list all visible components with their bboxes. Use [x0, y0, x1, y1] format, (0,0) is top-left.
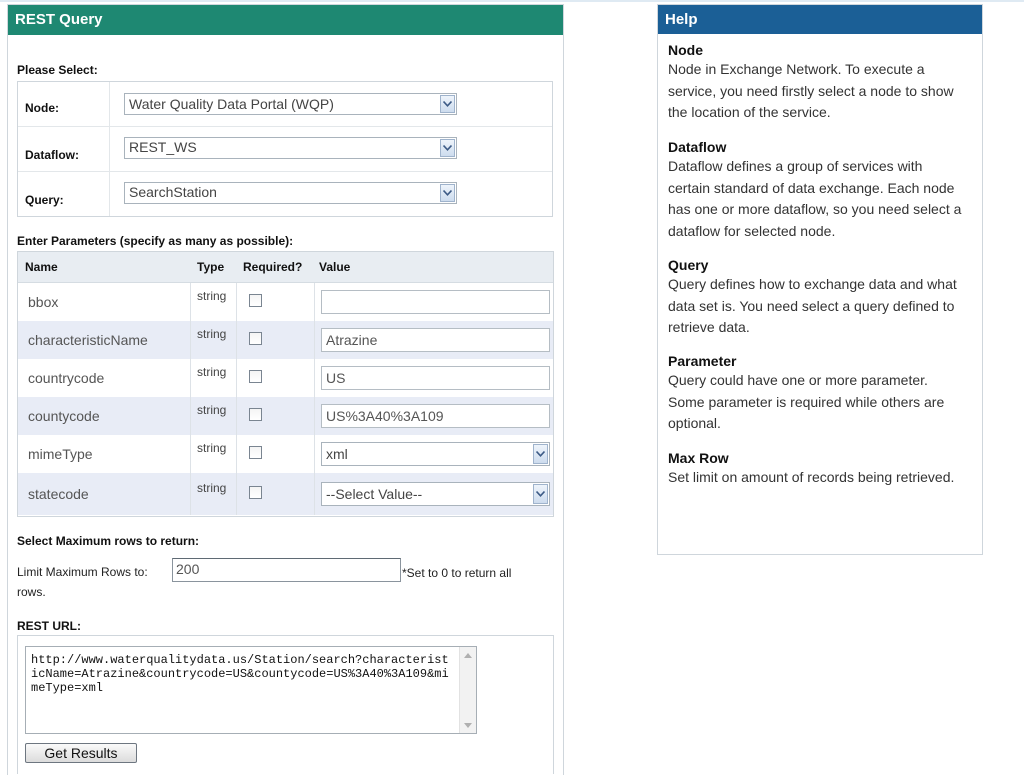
param-name: mimeType	[28, 446, 93, 462]
mimetype-select-value: xml	[326, 446, 348, 462]
param-value-input[interactable]: Atrazine	[321, 328, 550, 352]
help-section-body: Dataflow defines a group of services with certain standard of data exchange. Each node has one or more dataflow, so you need select a dataflow for selected node.	[668, 158, 962, 239]
top-border	[0, 0, 1024, 2]
chevron-down-icon[interactable]	[533, 444, 548, 464]
required-checkbox[interactable]	[249, 446, 262, 459]
table-row	[18, 473, 553, 515]
required-checkbox[interactable]	[249, 408, 262, 421]
dataflow-row	[18, 127, 552, 172]
header-name: Name	[25, 260, 58, 274]
dataflow-label: Dataflow:	[25, 148, 79, 162]
max-rows-input[interactable]: 200	[172, 558, 401, 582]
parameters-header	[18, 252, 553, 283]
help-title: Help	[658, 5, 982, 34]
param-name: bbox	[28, 294, 59, 310]
param-type: string	[197, 365, 227, 379]
required-checkbox[interactable]	[249, 370, 262, 383]
required-checkbox[interactable]	[249, 294, 262, 307]
required-checkbox[interactable]	[249, 486, 262, 499]
param-name: countrycode	[28, 370, 105, 386]
query-row	[18, 172, 552, 216]
rest-query-title: REST Query	[8, 5, 563, 35]
limit-note: *Set to 0 to return all	[402, 566, 512, 580]
param-type: string	[197, 403, 227, 417]
header-type: Type	[197, 260, 225, 274]
please-select-label: Please Select:	[17, 63, 98, 77]
help-section-parameter	[668, 352, 968, 435]
statecode-select[interactable]	[321, 482, 550, 506]
limit-note-continued: rows.	[17, 585, 46, 599]
help-section-query	[668, 256, 968, 339]
help-section-node	[668, 41, 968, 124]
chevron-down-icon[interactable]	[440, 184, 455, 202]
mimetype-select[interactable]	[321, 442, 550, 466]
parameters-table	[17, 251, 554, 517]
rest-query-panel	[7, 4, 564, 775]
dataflow-select-value: REST_WS	[129, 139, 197, 155]
help-section-title: Parameter	[668, 353, 737, 369]
help-section-title: Query	[668, 257, 709, 273]
get-results-button[interactable]: Get Results	[25, 743, 137, 763]
param-name: statecode	[28, 486, 89, 502]
required-checkbox[interactable]	[249, 332, 262, 345]
statecode-select-value: --Select Value--	[326, 486, 423, 502]
chevron-down-icon[interactable]	[440, 95, 455, 113]
help-section-title: Max Row	[668, 450, 729, 466]
param-type: string	[197, 289, 227, 303]
rest-url-textarea[interactable]	[25, 646, 477, 734]
dataflow-select[interactable]	[124, 137, 457, 159]
table-row	[18, 283, 553, 321]
help-section-dataflow	[668, 138, 968, 242]
help-section-body: Node in Exchange Network. To execute a service, you need firstly select a node to show the location of the service.	[668, 61, 954, 121]
scroll-up-icon[interactable]	[460, 647, 476, 663]
max-rows-label: Select Maximum rows to return:	[17, 534, 200, 548]
param-type: string	[197, 327, 227, 341]
param-type: string	[197, 481, 227, 495]
table-row	[18, 435, 553, 473]
help-panel	[657, 4, 983, 555]
param-type: string	[197, 441, 227, 455]
help-section-max-row	[668, 449, 968, 489]
param-value-input[interactable]: US%3A40%3A109	[321, 404, 550, 428]
param-name: characteristicName	[28, 332, 148, 348]
node-select[interactable]	[124, 93, 457, 115]
query-select[interactable]	[124, 182, 457, 204]
node-row	[18, 82, 552, 127]
enter-parameters-label: Enter Parameters (specify as many as possible):	[17, 234, 294, 248]
rest-url-label: REST URL:	[17, 619, 81, 633]
node-label: Node:	[25, 101, 59, 115]
table-row	[18, 359, 553, 397]
header-required: Required?	[243, 260, 303, 274]
param-name: countycode	[28, 408, 100, 424]
limit-label: Limit Maximum Rows to:	[17, 565, 148, 579]
query-label: Query:	[25, 193, 64, 207]
help-section-body: Query could have one or more parameter. Some parameter is required while others are optional.	[668, 372, 945, 432]
rest-url-section	[17, 635, 554, 774]
help-section-title: Dataflow	[668, 139, 727, 155]
param-value-input[interactable]	[321, 290, 550, 314]
query-select-value: SearchStation	[129, 184, 217, 200]
node-select-value: Water Quality Data Portal (WQP)	[129, 96, 334, 112]
param-value-input[interactable]: US	[321, 366, 550, 390]
chevron-down-icon[interactable]	[440, 139, 455, 157]
scroll-down-icon[interactable]	[460, 717, 476, 733]
help-section-title: Node	[668, 42, 703, 58]
chevron-down-icon[interactable]	[533, 484, 548, 504]
scrollbar[interactable]	[459, 647, 476, 733]
header-value: Value	[319, 260, 351, 274]
help-section-body: Set limit on amount of records being retrieved.	[668, 469, 955, 485]
table-row	[18, 397, 553, 435]
help-section-body: Query defines how to exchange data and what data set is. You need select a query defined to retrieve data.	[668, 276, 957, 336]
table-row	[18, 321, 553, 359]
selector-group	[17, 81, 553, 217]
rest-url-text: http://www.waterqualitydata.us/Station/search?characteristicName=Atrazine&countrycode=US&countycode=US%3A40%3A109&mimeType=xml	[31, 653, 449, 695]
